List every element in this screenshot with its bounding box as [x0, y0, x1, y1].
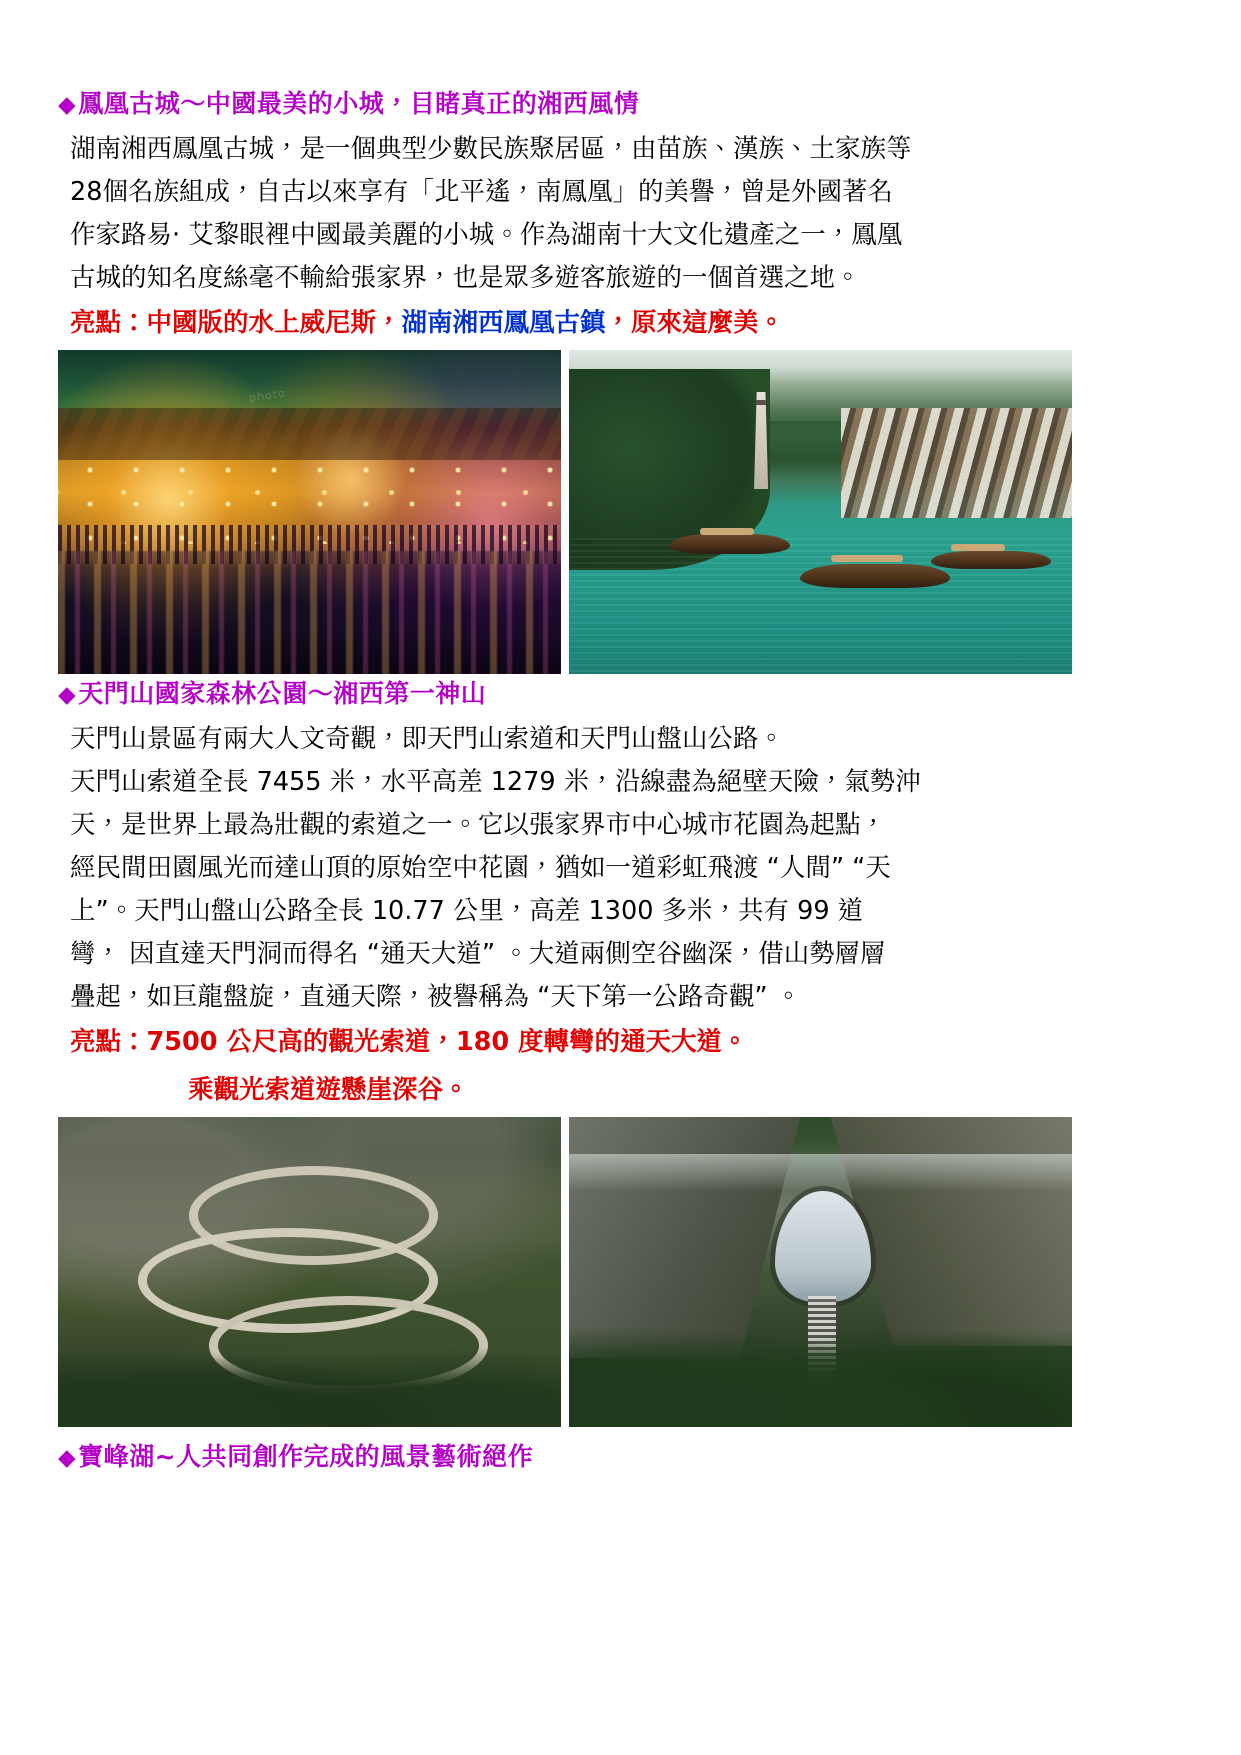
photo-detail-boat-canopy	[700, 528, 754, 535]
tuojiang-river-boats-photo	[569, 350, 1072, 674]
section-heading-text: 天門山國家森林公園～湘西第一神山	[78, 678, 487, 708]
highlight-prefix: 亮點：中國版的水上威尼斯，	[70, 307, 402, 338]
diamond-bullet-icon: ◆	[58, 1444, 77, 1471]
photo-detail-boat	[800, 564, 950, 588]
section-heading-fenghuang	[58, 88, 1183, 120]
photo-watermark: photo	[248, 386, 287, 405]
highlight-suffix: ，原來這麼美。	[605, 307, 785, 338]
photo-detail-boat-canopy	[831, 555, 903, 562]
diamond-bullet-icon: ◆	[58, 92, 77, 118]
photo-detail-forest	[569, 1303, 1072, 1427]
highlight-tianmen-line1: 亮點：7500 公尺高的觀光索道，180 度轉彎的通天大道。	[70, 1026, 748, 1057]
paragraph-line: 疊起，如巨龍盤旋，直通天際，被譽稱為 “天下第一公路奇觀” 。	[70, 981, 802, 1012]
photo-detail-boat	[931, 551, 1051, 569]
section-tianmen	[58, 678, 1183, 1427]
photo-detail-boat	[670, 534, 790, 554]
photo-detail-water-reflection	[58, 551, 561, 674]
section-heading-baofeng-lake	[58, 1441, 1183, 1473]
section-paragraph-tianmen	[58, 718, 1183, 1019]
paragraph-line: 經民間田園風光而達山頂的原始空中花園，猶如一道彩虹飛渡 “人間” “天	[70, 852, 891, 883]
tianmen-mountain-winding-road-photo	[58, 1117, 561, 1427]
highlight-blue-text: 湖南湘西鳳凰古鎮	[401, 307, 606, 338]
paragraph-line: 湖南湘西鳳凰古城，是一個典型少數民族聚居區，由苗族、漢族、土家族等	[70, 133, 912, 164]
highlight-tianmen-line2: 乘觀光索道遊懸崖深谷。	[188, 1074, 469, 1105]
tianmen-cave-heavens-gate-photo	[569, 1117, 1072, 1427]
image-row-fenghuang	[58, 350, 1183, 674]
diamond-bullet-icon: ◆	[58, 681, 77, 708]
section-heading-tianmen	[58, 678, 1183, 710]
paragraph-line: 天，是世界上最為壯觀的索道之一。它以張家界市中心城市花園為起點，	[70, 809, 887, 840]
photo-detail-mist	[569, 1154, 1072, 1191]
paragraph-line: 上”。天門山盤山公路全長 10.77 公里，高差 1300 多米，共有 99 道	[70, 895, 864, 926]
image-row-tianmen	[58, 1117, 1183, 1427]
paragraph-line: 古城的知名度絲毫不輸給張家界，也是眾多遊客旅遊的一個首選之地。	[70, 262, 861, 293]
photo-detail-riverside-houses	[841, 408, 1072, 518]
paragraph-line: 天門山景區有兩大人文奇觀，即天門山索道和天門山盤山公路。	[70, 723, 785, 754]
fenghuang-ancient-town-night-photo	[58, 350, 561, 674]
paragraph-line: 作家路易· 艾黎眼裡中國最美麗的小城。作為湖南十大文化遺產之一，鳳凰	[70, 219, 903, 250]
section-fenghuang	[58, 88, 1183, 674]
photo-detail-boat-canopy	[951, 544, 1005, 551]
photo-detail-vegetation	[58, 1321, 561, 1426]
paragraph-line: 28個名族組成，自古以來享有「北平遙，南鳳凰」的美譽，曾是外國著名	[70, 176, 893, 207]
paragraph-line: 天門山索道全長 7455 米，水平高差 1279 米，沿線盡為絕壁天險，氣勢沖	[70, 766, 921, 797]
section-paragraph-fenghuang	[58, 128, 1183, 300]
paragraph-line: 彎， 因直達天門洞而得名 “通天大道” 。大道兩側空谷幽深，借山勢層層	[70, 938, 886, 969]
section-heading-text: 鳳凰古城～中國最美的小城，目睹真正的湘西風情	[78, 89, 640, 118]
section-heading-text: 寶峰湖~人共同創作完成的風景藝術絕作	[78, 1441, 534, 1471]
highlight-fenghuang	[58, 302, 1183, 344]
